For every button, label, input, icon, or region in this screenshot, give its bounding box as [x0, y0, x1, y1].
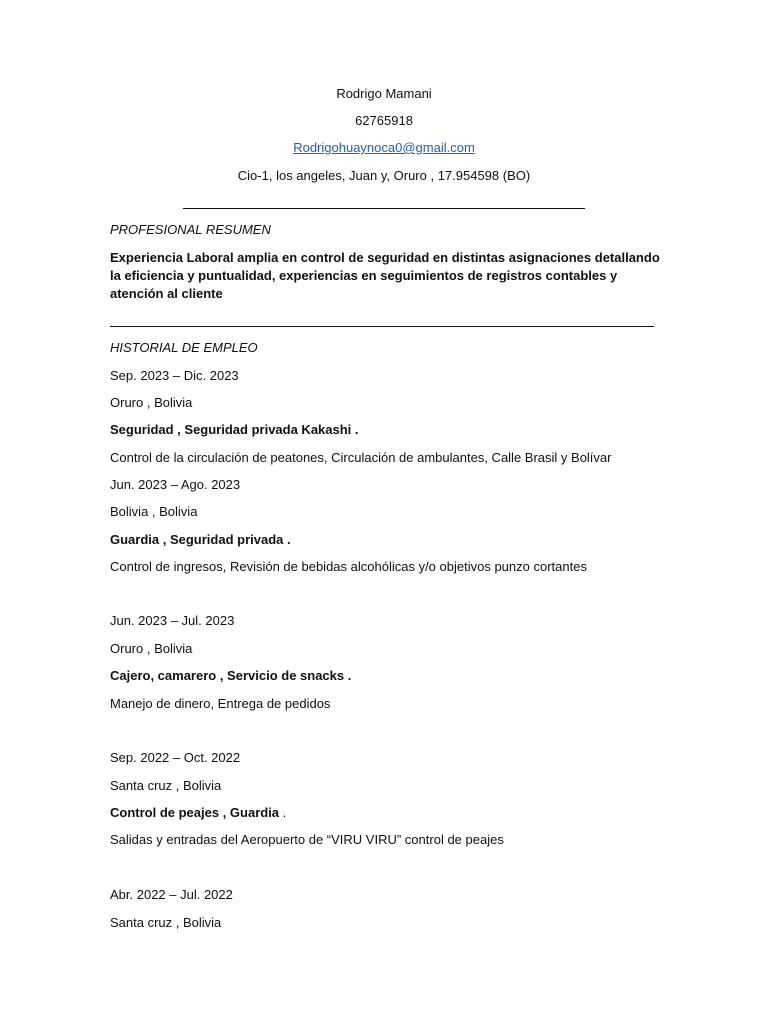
- job-title-main: Control de peajes , Guardia: [110, 805, 280, 820]
- job-location: Santa cruz , Bolivia: [110, 915, 222, 930]
- candidate-email-container: [0, 140, 768, 155]
- summary-text: Experiencia Laboral amplia en control de seguridad en distintas asignaciones detallando la eficiencia y puntualidad, experiencias en seguimientos de registros contables y atención al cliente: [110, 250, 660, 301]
- job-location: Santa cruz , Bolivia: [110, 778, 222, 793]
- job-location: Oruro , Bolivia: [110, 395, 193, 410]
- candidate-address: Cio-1, los angeles, Juan y, Oruro , 17.954598 (BO): [237, 168, 531, 183]
- job-dates: Sep. 2023 – Dic. 2023: [110, 368, 239, 383]
- job-title-suffix: .: [279, 805, 287, 820]
- job-title: [110, 805, 286, 820]
- job-dates: Jun. 2023 – Jul. 2023: [110, 613, 235, 628]
- job-dates: Jun. 2023 – Ago. 2023: [110, 477, 241, 492]
- job-title: Seguridad , Seguridad privada Kakashi .: [110, 422, 359, 437]
- job-description: Manejo de dinero, Entrega de pedidos: [110, 696, 331, 711]
- job-description: Control de ingresos, Revisión de bebidas alcohólicas y/o objetivos punzo cortantes: [110, 559, 587, 574]
- candidate-name: Rodrigo Mamani: [336, 86, 432, 101]
- job-title: Guardia , Seguridad privada .: [110, 532, 291, 547]
- job-dates: Abr. 2022 – Jul. 2022: [110, 887, 233, 902]
- job-location: Oruro , Bolivia: [110, 641, 193, 656]
- job-description: Salidas y entradas del Aeropuerto de “VIRU VIRU” control de peajes: [110, 832, 504, 847]
- summary-heading: PROFESIONAL RESUMEN: [110, 222, 271, 237]
- summary-divider: [110, 326, 654, 327]
- job-description: Control de la circulación de peatones, Circulación de ambulantes, Calle Brasil y Bolívar: [110, 450, 612, 465]
- candidate-email-link[interactable]: Rodrigohuaynoca0@gmail.com: [293, 140, 475, 155]
- candidate-phone: 62765918: [355, 113, 413, 128]
- job-location: Bolivia , Bolivia: [110, 504, 198, 519]
- job-title: Cajero, camarero , Servicio de snacks .: [110, 668, 352, 683]
- history-heading: HISTORIAL DE EMPLEO: [110, 340, 258, 355]
- job-dates: Sep. 2022 – Oct. 2022: [110, 750, 241, 765]
- header-divider: [183, 208, 585, 209]
